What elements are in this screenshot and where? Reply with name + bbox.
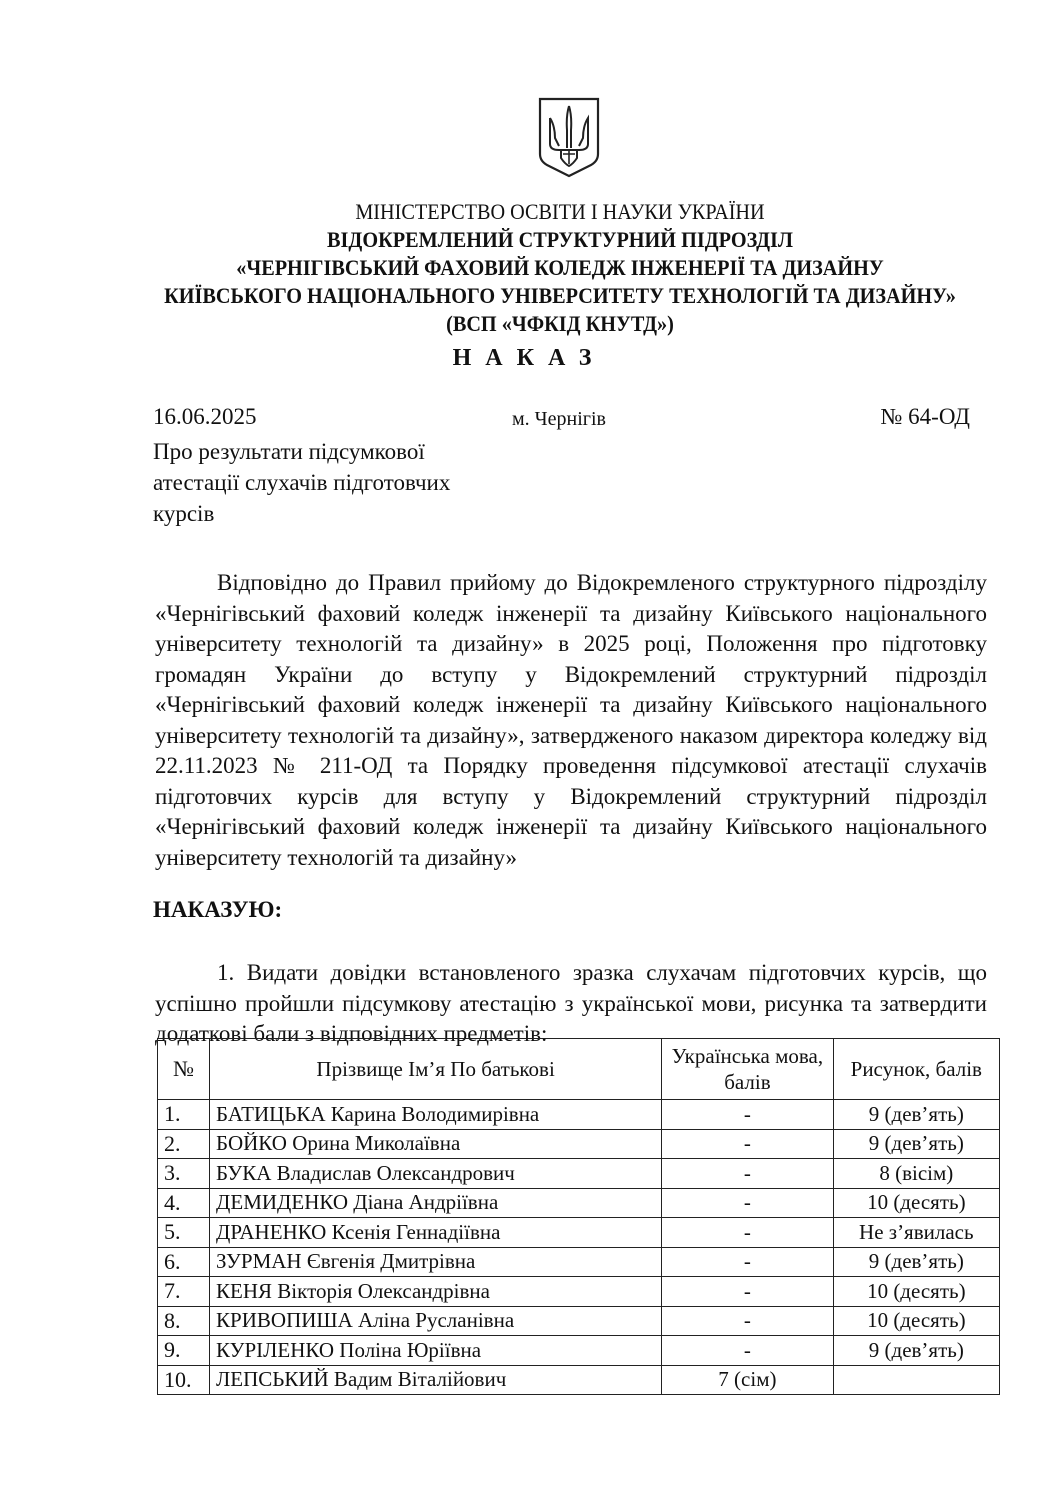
table-row (158, 1336, 1000, 1366)
drawing-score: Не з’явилась (833, 1218, 999, 1248)
institution-abbreviation: (ВСП «ЧФКІД КНУТД») (446, 311, 674, 336)
row-number: 6. (158, 1247, 210, 1277)
ministry-name: МІНІСТЕРСТВО ОСВІТИ І НАУКИ УКРАЇНИ (355, 199, 765, 224)
ukrainian-score: - (662, 1188, 833, 1218)
drawing-score: 10 (десять) (833, 1277, 999, 1307)
student-name: КЕНЯ Вікторія Олександрівна (210, 1277, 662, 1307)
table-row (158, 1159, 1000, 1189)
ukrainian-score: - (662, 1159, 833, 1189)
drawing-score: 10 (десять) (833, 1306, 999, 1336)
document-type-title: НАКАЗ (452, 345, 606, 371)
preamble-paragraph: Відповідно до Правил прийому до Відокремленого структурного підрозділу «Чернігівський фаховий коледж інженерії та дизайну Київського національного університету технологій та дизайну» в 2025 році, Положення про підготовку громадян України до вступу у Відокремлений структурний підрозділ «Чернігівський фаховий коледж інженерії та дизайну Київського національного університету технологій та дизайну», затвердженого наказом директора коледжу від 22.11.2023 № 211-ОД та Порядку проведення підсумкової атестації слухачів підготовчих курсів для вступу у Відокремлений структурний підрозділ «Чернігівський фаховий коледж інженерії та дизайну Київського національного університету технологій та дизайну» (155, 570, 987, 870)
student-name: БАТИЦЬКА Карина Володимирівна (210, 1100, 662, 1130)
table-row (158, 1277, 1000, 1307)
ukrainian-score: - (662, 1247, 833, 1277)
row-number: 7. (158, 1277, 210, 1307)
table-row (158, 1247, 1000, 1277)
table-header-row (158, 1039, 1000, 1100)
student-name: КРИВОПИША Аліна Русланівна (210, 1306, 662, 1336)
document-city: м. Чернігів (512, 408, 606, 430)
ukrainian-score: - (662, 1277, 833, 1307)
ukrainian-score: - (662, 1306, 833, 1336)
table-row (158, 1218, 1000, 1248)
ukrainian-score: - (662, 1336, 833, 1366)
document-subject: Про результати підсумкової атестації слухачів підготовчих курсів (153, 439, 451, 526)
row-number: 9. (158, 1336, 210, 1366)
student-name: КУРІЛЕНКО Поліна Юріївна (210, 1336, 662, 1366)
table-row (158, 1100, 1000, 1130)
drawing-score: 9 (дев’ять) (833, 1336, 999, 1366)
header-number: № (158, 1039, 210, 1100)
document-number: № 64-ОД (880, 404, 970, 429)
header-drawing-score: Рисунок, балів (833, 1039, 999, 1100)
order-heading: НАКАЗУЮ: (153, 897, 283, 922)
institution-line-2: «ЧЕРНІГІВСЬКИЙ ФАХОВИЙ КОЛЕДЖ ІНЖЕНЕРІЇ ТА ДИЗАЙНУ (236, 255, 884, 280)
ukrainian-score: - (662, 1218, 833, 1248)
table-row (158, 1306, 1000, 1336)
drawing-score: 9 (дев’ять) (833, 1100, 999, 1130)
document-date: 16.06.2025 (153, 404, 257, 429)
institution-line-1: ВІДОКРЕМЛЕНИЙ СТРУКТУРНИЙ ПІДРОЗДІЛ (327, 227, 793, 252)
student-name: ДРАНЕНКО Ксенія Геннадіївна (210, 1218, 662, 1248)
row-number: 2. (158, 1129, 210, 1159)
header-ukrainian-score: Українська мова, балів (662, 1039, 833, 1100)
table-row (158, 1188, 1000, 1218)
ukraine-trident-coat-of-arms-icon (537, 96, 601, 178)
student-name: ДЕМИДЕНКО Діана Андріївна (210, 1188, 662, 1218)
ukrainian-score: - (662, 1100, 833, 1130)
student-name: БОЙКО Орина Миколаївна (210, 1129, 662, 1159)
row-number: 3. (158, 1159, 210, 1189)
ukrainian-score: 7 (сім) (662, 1365, 833, 1395)
student-name: БУКА Владислав Олександрович (210, 1159, 662, 1189)
header-full-name: Прізвище Ім’я По батькові (210, 1039, 662, 1100)
institution-line-3: КИЇВСЬКОГО НАЦІОНАЛЬНОГО УНІВЕРСИТЕТУ ТЕХНОЛОГІЙ ТА ДИЗАЙНУ» (164, 283, 956, 308)
drawing-score: 10 (десять) (833, 1188, 999, 1218)
table-row (158, 1129, 1000, 1159)
row-number: 5. (158, 1218, 210, 1248)
row-number: 1. (158, 1100, 210, 1130)
row-number: 10. (158, 1365, 210, 1395)
row-number: 4. (158, 1188, 210, 1218)
drawing-score: 9 (дев’ять) (833, 1247, 999, 1277)
student-name: ЗУРМАН Євгенія Дмитрівна (210, 1247, 662, 1277)
ukrainian-score: - (662, 1129, 833, 1159)
drawing-score (833, 1365, 999, 1395)
results-table (157, 1038, 1000, 1395)
row-number: 8. (158, 1306, 210, 1336)
order-item-1: 1. Видати довідки встановленого зразка слухачам підготовчих курсів, що успішно пройшли підсумкову атестацію з української мови, рисунка та затвердити додаткові бали з відповідних предметів: (155, 960, 987, 1046)
drawing-score: 8 (вісім) (833, 1159, 999, 1189)
student-name: ЛЕПСЬКИЙ Вадим Віталійович (210, 1365, 662, 1395)
table-row (158, 1365, 1000, 1395)
drawing-score: 9 (дев’ять) (833, 1129, 999, 1159)
